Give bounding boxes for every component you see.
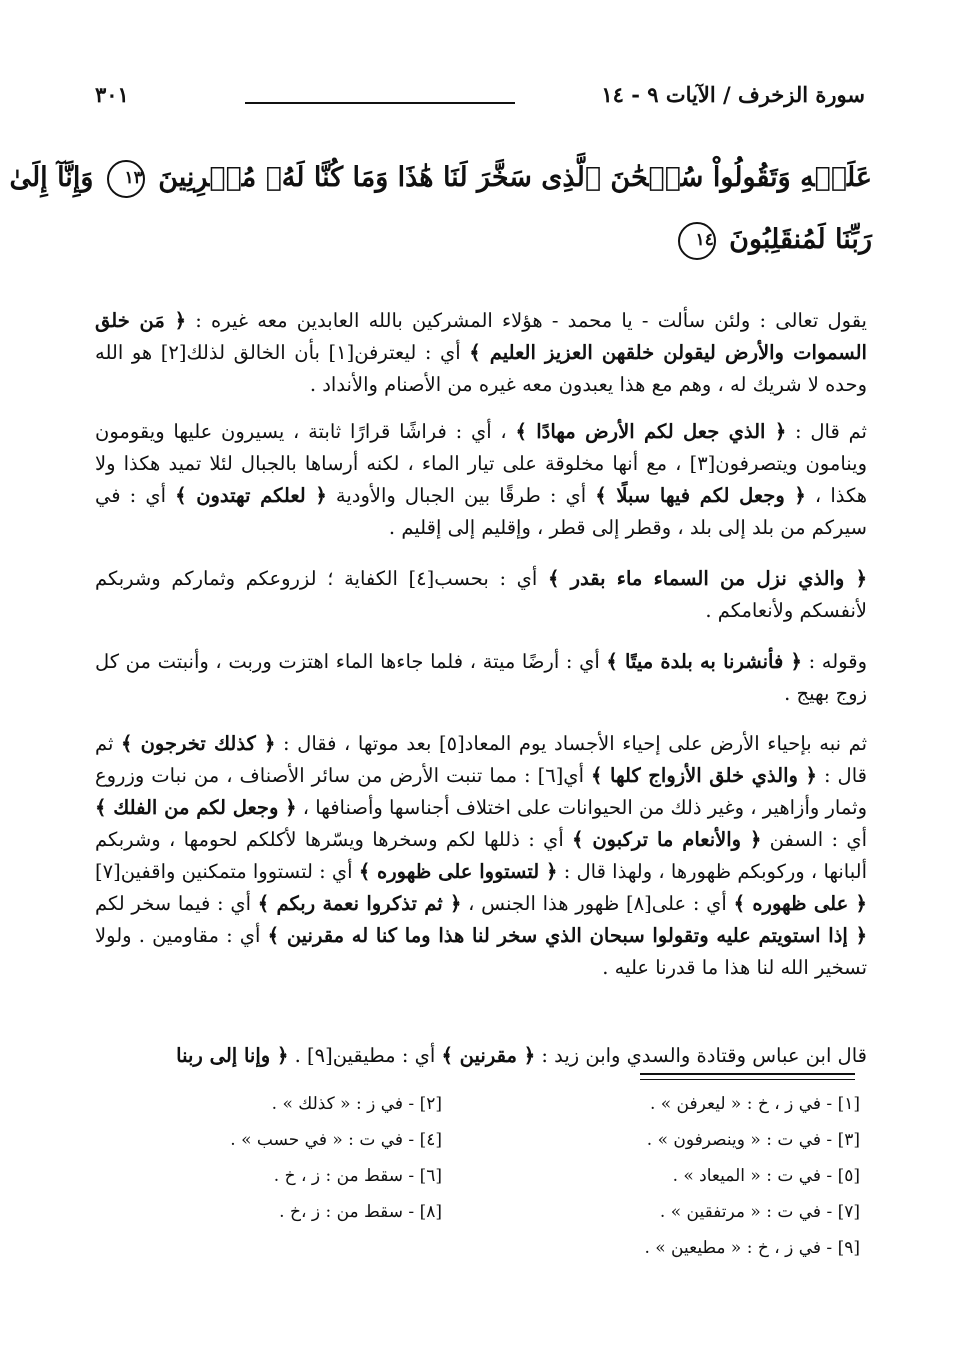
- verse-text-cont: وَإِنَّآ إِلَىٰ: [9, 162, 94, 193]
- quran-quote: ﴿ والذي نزل من السماء ماء بقدر ﴾: [547, 566, 867, 590]
- paragraph-6: [95, 1040, 867, 1072]
- quran-quote: ﴿ وجعل لكم من الفلك ﴾: [95, 795, 297, 819]
- verse-line-1: [9, 148, 872, 208]
- page-number: ٣٠١: [95, 82, 129, 107]
- text: يقول تعالى : ولئن سألت - يا محمد - هؤلاء المشركين بالله العابدين معه غيره :: [186, 308, 867, 332]
- quran-quote: ﴿ فأنشرنا به بلدة ميتًا ﴾: [606, 649, 802, 673]
- verse-text: عَلَيۡهِ وَتَقُولُواْ سُبۡحَٰنَ ٱلَّذِى سَخَّرَ لَنَا هَٰذَا وَمَا كُنَّا لَهُۥ مُقۡرِنِينَ: [158, 162, 872, 193]
- paragraph-4: [95, 646, 867, 710]
- verse-line-2: [90, 210, 872, 270]
- quran-quote: ﴿ مقرنين ﴾: [441, 1043, 536, 1067]
- paragraph-5: [95, 728, 867, 984]
- text: ، أي : فراشًا قرارًا ثابتة ، يسيرون عليها ويقومون وينامون ويتصرفون[٣] ، مع أنها مخلوقة على تيار الماء ، لكنه أرساها بالجبال لئلا تميد هكذا ولا هكذا ،: [95, 419, 868, 507]
- page-header: [95, 82, 865, 112]
- text: أي : أرضًا ميتة ، فلما جاءها الماء اهتزت وربت ، وأنبتت من كل زوج بهيج .: [95, 649, 867, 705]
- footnote-7: [٧] - في ت : « مرتفقين » .: [659, 1202, 860, 1222]
- footnote-2: [٢] - في ز : « كذلك » .: [271, 1094, 442, 1114]
- text: أي : ليعترفن[١] بأن الخالق لذلك[٢] هو الله وحده لا شريك له ، وهم مع هذا يعبدون معه غيره من الأصنام والأنداد .: [95, 340, 867, 396]
- footnote-6: [٦] - سقط من : ز ، خ .: [273, 1166, 442, 1186]
- quran-quote: ﴿ الذي جعل لكم الأرض مهادًا ﴾: [515, 419, 787, 443]
- quran-quote: ﴿ وجعل لكم فيها سبلًا ﴾: [595, 483, 806, 507]
- footnote-3: [٣] - في ت : « وينصرفون » .: [646, 1130, 860, 1150]
- quran-quote: ﴿ لعلكم تهتدون ﴾: [175, 483, 327, 507]
- quran-quote: ﴿ مَن خلق السموات والأرض ليقولن خلقهن العزيز العليم ﴾: [95, 308, 867, 364]
- verse-text: رَبِّنَا لَمُنقَلِبُونَ: [729, 224, 872, 255]
- text: قال ابن عباس وقتادة والسدي وابن زيد :: [535, 1043, 867, 1067]
- text: ثم قال :: [95, 731, 867, 787]
- quran-quote: ﴿ كذلك تخرجون ﴾: [120, 731, 276, 755]
- text: وقوله :: [801, 649, 867, 673]
- text: أي : فيما سخر لكم: [95, 891, 258, 915]
- running-title: سورة الزخرف / الآيات ٩ - ١٤: [601, 82, 865, 107]
- text: أي : لتستووا متمكنين واقفين[٧]: [95, 859, 359, 883]
- text: ثم نبه بإحياء الأرض على إحياء الأجساد يوم المعاد[٥] بعد موتها ، فقال :: [275, 731, 868, 755]
- text: أي : مطيقين[٩] .: [288, 1043, 442, 1067]
- text: ثم قال :: [786, 419, 867, 443]
- footnote-9: [٩] - في ز ، خ : « مطيعين » .: [644, 1238, 860, 1258]
- footnote-rule: [640, 1073, 855, 1075]
- text: أي : على[٨] ظهور هذا الجنس ،: [461, 891, 734, 915]
- quran-quote: ﴿ لتستووا على ظهوره ﴾: [358, 859, 558, 883]
- footnote-5: [٥] - في ت : « الميعاد » .: [672, 1166, 860, 1186]
- text: أي : ذللها لكم وسخرها ويسّرها لأكلكم لحومها ، وشربكم ألبانها ، وركوبكم ظهورها ، ولهذا قال :: [95, 827, 867, 883]
- header-rule: [245, 102, 515, 104]
- quran-quote: ﴿ على ظهوره ﴾: [733, 891, 867, 915]
- text: أي : السفن: [761, 827, 867, 851]
- paragraph-1: [95, 305, 867, 401]
- footnote-1: [١] - في ز ، خ : « ليعرفن » .: [649, 1094, 860, 1114]
- verse-number-13: ١٣: [107, 160, 145, 198]
- quran-quote: ﴿ وإنا إلى ربنا: [176, 1043, 289, 1067]
- footnote-8: [٨] - سقط من : ز ،خ .: [279, 1202, 442, 1222]
- quran-quote: ﴿ إذا استويتم عليه وتقولوا سبحان الذي سخر لنا هذا وما كنا له مقرنين ﴾: [267, 923, 867, 947]
- paragraph-2: [95, 416, 867, 544]
- quran-quote: ﴿ والأنعام ما تركبون ﴾: [572, 827, 762, 851]
- footnote-4: [٤] - في ت : « في حسب » .: [230, 1130, 442, 1150]
- text: أي : بحسب[٤] الكفاية ؛ لزروعكم وثماركم وشربكم لأنفسكم ولأنعامكم .: [95, 566, 867, 622]
- quran-quote: ﴿ ثم تذكروا نعمة ربكم ﴾: [257, 891, 462, 915]
- verse-number-14: ١٤: [678, 222, 716, 260]
- quran-quote: ﴿ والذي خلق الأزواج كلها ﴾: [591, 763, 817, 787]
- footnote-rule-thin: [640, 1079, 855, 1080]
- text: أي : مقاومين . ولولا تسخير الله لنا هذا ما قدرنا عليه .: [95, 923, 867, 979]
- text: أي[٦] : مما تنبت الأرض من سائر الأصناف ، من نبات وزروع وثمار وأزاهير ، وغير ذلك من الحيوانات على اختلاف أجناسها وأصنافها ،: [95, 763, 867, 819]
- text: أي : في سيركم من بلد إلى بلد ، وقطر إلى قطر ، وإقليم إلى إقليم .: [95, 483, 867, 539]
- paragraph-3: [95, 563, 867, 627]
- text: أي : طرقًا بين الجبال والأودية: [326, 483, 596, 507]
